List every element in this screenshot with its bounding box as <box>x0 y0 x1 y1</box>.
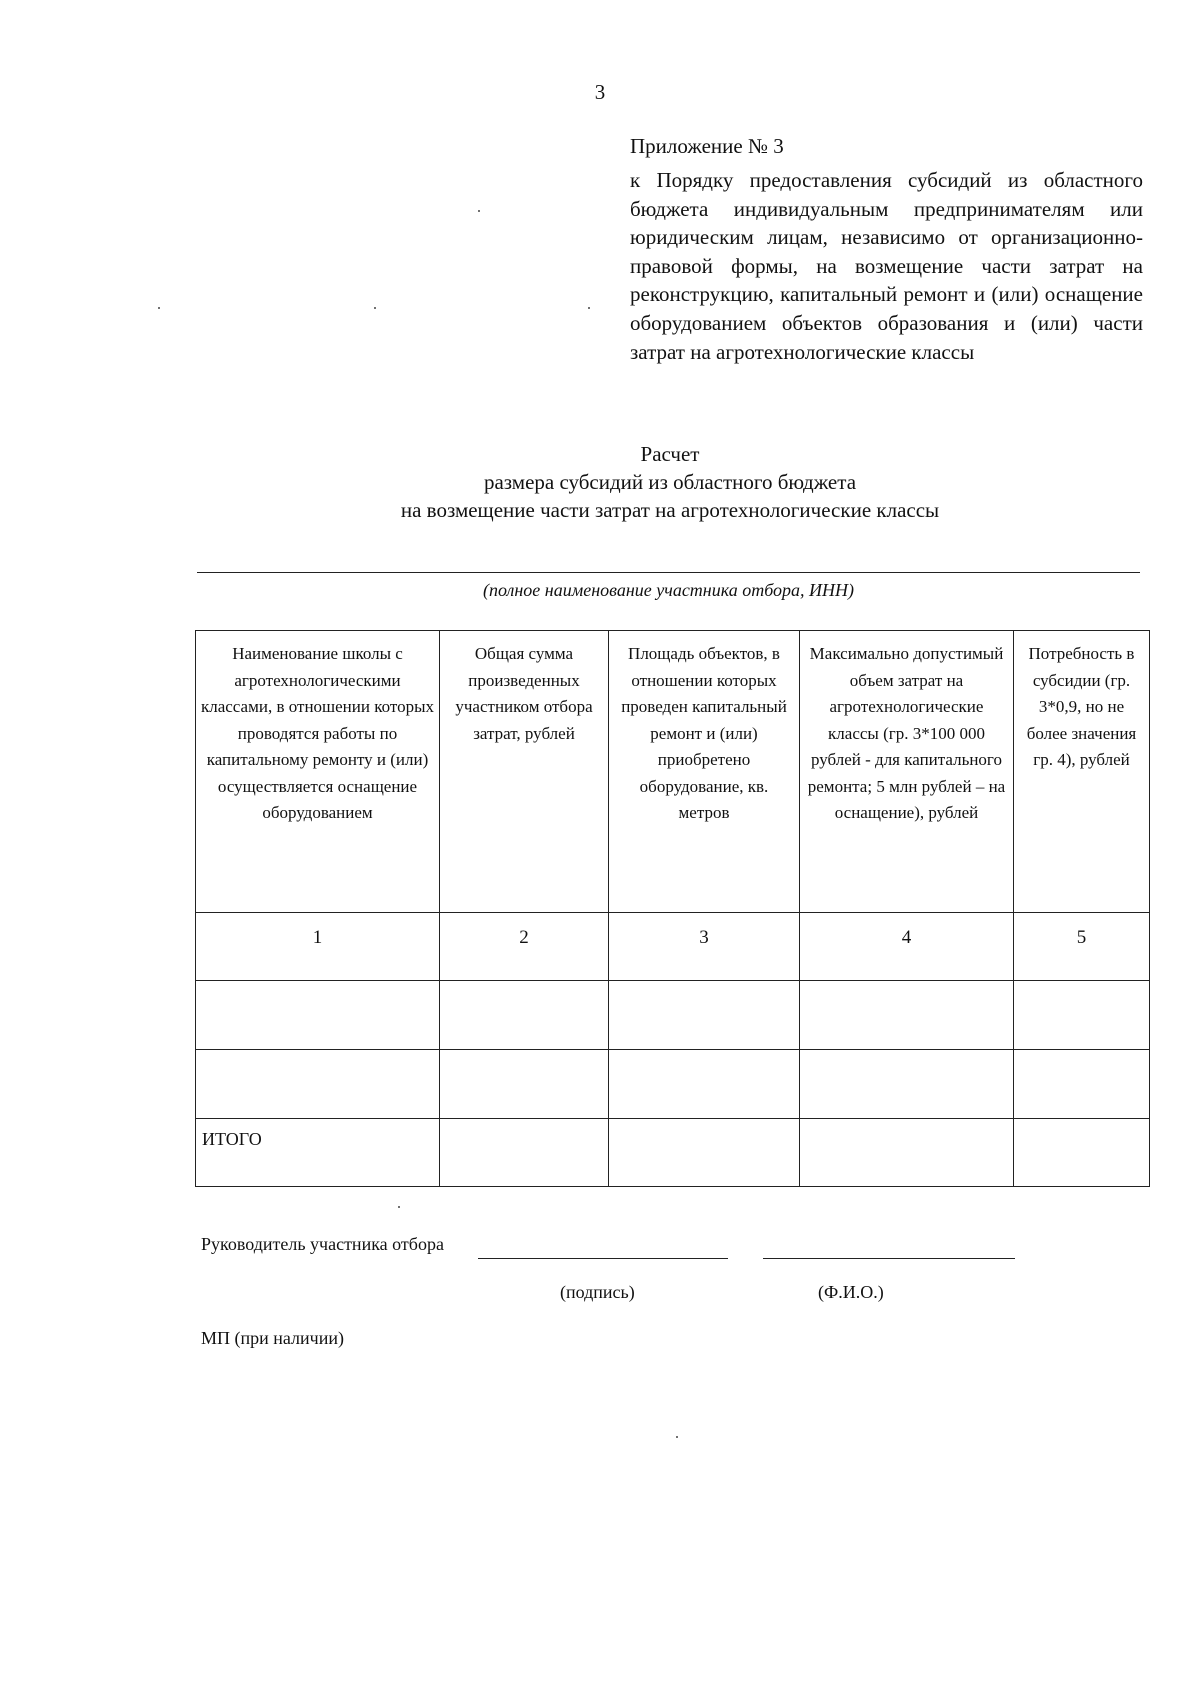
table-cell <box>609 1119 800 1187</box>
full-name-line <box>763 1258 1015 1259</box>
scan-speck <box>158 307 160 309</box>
table-row <box>196 981 1150 1050</box>
table-row <box>196 1050 1150 1119</box>
column-number: 1 <box>196 913 440 981</box>
page-number: 3 <box>594 80 606 104</box>
annex-body: к Порядку предоставления субсидий из областного бюджета индивидуальным предпринимателям или юридическим лицам, независимо от организационно-правовой формы, на возмещение части затрат на реконструкцию, капитальный ремонт и (или) оснащение оборудованием объектов образования и (или) части затрат на агротехнологические классы <box>630 168 1143 364</box>
header-max-costs: Максимально допустимый объем затрат на агротехнологические классы (гр. 3*100 000 рублей - для капитального ремонта; 5 млн рублей – на оснащение), рублей <box>800 631 1014 913</box>
column-number: 3 <box>609 913 800 981</box>
header-total-costs: Общая сумма произведенных участником отбора затрат, рублей <box>440 631 609 913</box>
signature-line <box>478 1258 728 1259</box>
calculation-title-line-2: размера субсидий из областного бюджета <box>483 470 857 494</box>
scan-speck <box>588 307 590 309</box>
table-cell <box>1014 981 1150 1050</box>
full-name-caption: (Ф.И.О.) <box>818 1282 884 1302</box>
table-cell <box>196 981 440 1050</box>
table-cell <box>800 1119 1014 1187</box>
table-cell <box>196 1050 440 1119</box>
column-number: 4 <box>800 913 1014 981</box>
table-cell <box>609 1050 800 1119</box>
header-school-name: Наименование школы с агротехнологическими классами, в отношении которых проводятся работы по капитальному ремонту и (или) осуществляется оснащение оборудованием <box>196 631 440 913</box>
scan-speck <box>374 307 376 309</box>
participant-name-line <box>197 572 1140 573</box>
scan-speck <box>398 1206 400 1208</box>
stamp-note: МП (при наличии) <box>201 1328 344 1348</box>
column-number-row <box>196 913 1150 981</box>
total-label-cell <box>196 1119 440 1187</box>
participant-caption: (полное наименование участника отбора, ИНН) <box>482 580 855 600</box>
total-label: ИТОГО <box>202 1129 262 1149</box>
table-cell <box>800 981 1014 1050</box>
total-row <box>196 1119 1150 1187</box>
annex-title: Приложение № 3 <box>630 134 784 158</box>
calculation-title <box>0 440 1200 524</box>
signature-caption: (подпись) <box>560 1282 635 1302</box>
table-cell <box>1014 1119 1150 1187</box>
table-cell <box>800 1050 1014 1119</box>
header-area: Площадь объектов, в отношении которых проведен капитальный ремонт и (или) приобретено оборудование, кв. метров <box>609 631 800 913</box>
calculation-title-line-1: Расчет <box>640 442 700 466</box>
column-number: 2 <box>440 913 609 981</box>
column-number: 5 <box>1014 913 1150 981</box>
table-cell <box>440 981 609 1050</box>
head-of-participant-label: Руководитель участника отбора <box>201 1234 444 1254</box>
calculation-table <box>195 630 1150 1187</box>
table-cell <box>440 1119 609 1187</box>
scan-speck <box>478 210 480 212</box>
calculation-title-line-3: на возмещение части затрат на агротехнологические классы <box>400 498 940 522</box>
scan-speck <box>676 1436 678 1438</box>
table-cell <box>1014 1050 1150 1119</box>
table-header-row <box>196 631 1150 913</box>
table-cell <box>440 1050 609 1119</box>
header-subsidy-need: Потребность в субсидии (гр. 3*0,9, но не более значения гр. 4), рублей <box>1014 631 1150 913</box>
table-cell <box>609 981 800 1050</box>
